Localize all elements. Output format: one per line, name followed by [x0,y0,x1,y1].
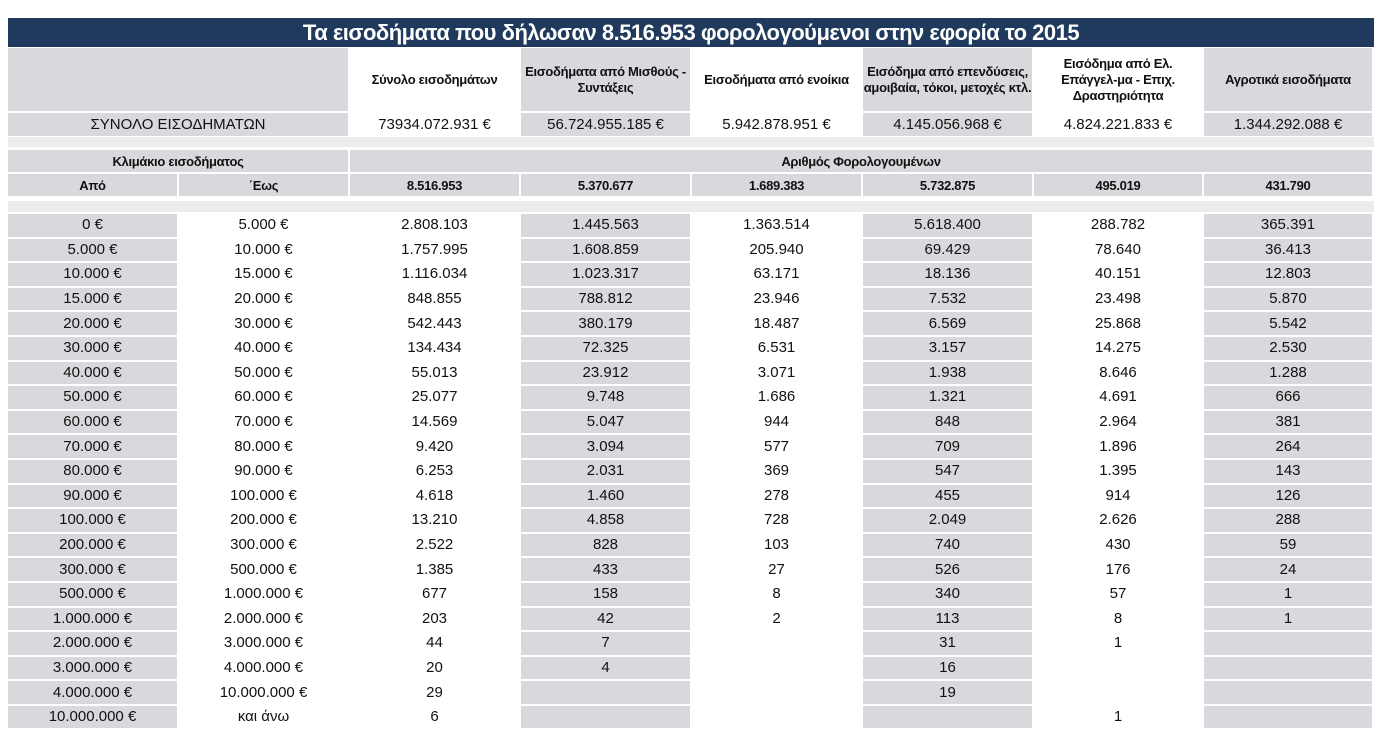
table-cell: 2.530 [1204,337,1374,362]
bracket-to: 20.000 € [179,288,350,313]
table-cell: 12.803 [1204,263,1374,288]
table-cell: 369 [692,460,863,485]
scale-header-table [8,150,1374,198]
separator-band [8,137,1374,147]
table-row [8,263,1374,288]
table-cell: 1.395 [1034,460,1204,485]
table-row [8,681,1374,706]
table-cell: 72.325 [521,337,692,362]
bracket-from: 200.000 € [8,534,179,559]
taxpayer-count: 5.732.875 [863,174,1034,198]
table-cell: 18.136 [863,263,1034,288]
table-cell: 69.429 [863,239,1034,264]
table-row [8,509,1374,534]
bracket-to: 70.000 € [179,411,350,436]
table-cell: 5.542 [1204,312,1374,337]
table-cell: 6.531 [692,337,863,362]
table-cell: 455 [863,485,1034,510]
bracket-to: 100.000 € [179,485,350,510]
total-row [8,113,1374,138]
bracket-from: 30.000 € [8,337,179,362]
table-cell: 2.522 [350,534,521,559]
bracket-to: 200.000 € [179,509,350,534]
bracket-from: 500.000 € [8,583,179,608]
column-header: Σύνολο εισοδημάτων [350,48,521,113]
table-row [8,386,1374,411]
bracket-from: 20.000 € [8,312,179,337]
income-scale-header: Κλιμάκιο εισοδήματος [8,150,350,174]
table-cell: 23.498 [1034,288,1204,313]
table-cell: 677 [350,583,521,608]
table-cell: 18.487 [692,312,863,337]
table-row [8,460,1374,485]
table-cell: 4.858 [521,509,692,534]
counts-row [8,174,1374,198]
table-row [8,608,1374,633]
total-value: 4.824.221.833 € [1034,113,1204,138]
table-cell [1204,632,1374,657]
table-cell: 25.077 [350,386,521,411]
bracket-from: 2.000.000 € [8,632,179,657]
table-cell: 526 [863,558,1034,583]
table-cell: 9.748 [521,386,692,411]
table-cell: 1.116.034 [350,263,521,288]
table-cell: 14.275 [1034,337,1204,362]
table-cell: 1 [1034,632,1204,657]
table-cell: 2.964 [1034,411,1204,436]
table-cell: 340 [863,583,1034,608]
table-cell [863,706,1034,731]
bracket-from: 60.000 € [8,411,179,436]
table-cell: 1.023.317 [521,263,692,288]
table-cell: 3.071 [692,362,863,387]
table-cell: 1.938 [863,362,1034,387]
table-cell: 542.443 [350,312,521,337]
table-cell: 19 [863,681,1034,706]
bracket-from: 50.000 € [8,386,179,411]
column-header-table [8,48,1374,138]
table-cell: 2.626 [1034,509,1204,534]
table-cell: 1 [1204,583,1374,608]
table-cell: 1.896 [1034,435,1204,460]
table-cell [521,681,692,706]
bracket-to: 15.000 € [179,263,350,288]
bracket-from: 3.000.000 € [8,657,179,682]
table-cell: 16 [863,657,1034,682]
table-cell: 2 [692,608,863,633]
table-row [8,583,1374,608]
table-row [8,632,1374,657]
table-cell: 13.210 [350,509,521,534]
bracket-from: 0 € [8,214,179,239]
table-cell: 278 [692,485,863,510]
table-cell: 203 [350,608,521,633]
table-cell: 113 [863,608,1034,633]
table-row [8,411,1374,436]
table-cell: 78.640 [1034,239,1204,264]
table-cell [692,706,863,731]
table-row [8,706,1374,731]
income-brackets-table [8,214,1374,730]
table-cell: 914 [1034,485,1204,510]
table-cell: 430 [1034,534,1204,559]
table-cell: 788.812 [521,288,692,313]
table-cell: 176 [1034,558,1204,583]
taxpayers-count-header: Αριθμός Φορολογουμένων [350,150,1374,174]
table-cell: 577 [692,435,863,460]
table-cell: 4.618 [350,485,521,510]
table-cell: 547 [863,460,1034,485]
table-row [8,435,1374,460]
table-cell: 31 [863,632,1034,657]
total-value: 5.942.878.951 € [692,113,863,138]
table-cell: 36.413 [1204,239,1374,264]
table-cell: 20 [350,657,521,682]
bracket-to: 300.000 € [179,534,350,559]
table-cell: 57 [1034,583,1204,608]
table-row [8,337,1374,362]
table-cell: 740 [863,534,1034,559]
bracket-from: 5.000 € [8,239,179,264]
bracket-to: 40.000 € [179,337,350,362]
bracket-to: 4.000.000 € [179,657,350,682]
table-cell: 1.288 [1204,362,1374,387]
table-cell: 1.608.859 [521,239,692,264]
table-row [8,485,1374,510]
bracket-to: 3.000.000 € [179,632,350,657]
from-header: Από [8,174,179,198]
table-cell: 158 [521,583,692,608]
to-header: ΄Εως [179,174,350,198]
table-cell [1204,706,1374,731]
table-cell [521,706,692,731]
table-cell: 1.321 [863,386,1034,411]
table-cell: 14.569 [350,411,521,436]
table-cell: 23.946 [692,288,863,313]
bracket-from: 10.000 € [8,263,179,288]
table-cell: 23.912 [521,362,692,387]
table-cell [1204,657,1374,682]
table-cell: 666 [1204,386,1374,411]
table-cell: 381 [1204,411,1374,436]
table-cell: 728 [692,509,863,534]
table-cell: 24 [1204,558,1374,583]
table-cell [1204,681,1374,706]
bracket-to: και άνω [179,706,350,731]
bracket-from: 80.000 € [8,460,179,485]
table-cell: 2.049 [863,509,1034,534]
table-cell: 5.618.400 [863,214,1034,239]
table-cell: 9.420 [350,435,521,460]
taxpayer-count: 431.790 [1204,174,1374,198]
separator-band [8,201,1374,212]
table-cell: 848 [863,411,1034,436]
table-cell: 6.253 [350,460,521,485]
bracket-to: 60.000 € [179,386,350,411]
bracket-to: 80.000 € [179,435,350,460]
bracket-from: 15.000 € [8,288,179,313]
table-cell: 40.151 [1034,263,1204,288]
table-cell: 264 [1204,435,1374,460]
table-row [8,657,1374,682]
table-cell: 29 [350,681,521,706]
table-cell: 1.460 [521,485,692,510]
total-label: ΣΥΝΟΛΟ ΕΙΣΟΔΗΜΑΤΩΝ [8,113,350,138]
bracket-from: 1.000.000 € [8,608,179,633]
taxpayer-count: 1.689.383 [692,174,863,198]
scale-header-row [8,150,1374,174]
table-cell: 7 [521,632,692,657]
table-row [8,558,1374,583]
table-cell: 1.385 [350,558,521,583]
table-row [8,312,1374,337]
bracket-to: 30.000 € [179,312,350,337]
table-cell: 205.940 [692,239,863,264]
bracket-from: 100.000 € [8,509,179,534]
table-cell: 126 [1204,485,1374,510]
bracket-to: 10.000 € [179,239,350,264]
table-cell: 2.031 [521,460,692,485]
table-cell: 6.569 [863,312,1034,337]
column-header: Εισοδήματα από ενοίκια [692,48,863,113]
total-value: 73934.072.931 € [350,113,521,138]
table-cell: 8 [692,583,863,608]
table-cell: 1 [1204,608,1374,633]
table-cell: 1.686 [692,386,863,411]
table-row [8,214,1374,239]
bracket-to: 2.000.000 € [179,608,350,633]
table-cell: 55.013 [350,362,521,387]
column-header: Αγροτικά εισοδήματα [1204,48,1374,113]
bracket-from: 300.000 € [8,558,179,583]
page-title: Τα εισοδήματα που δήλωσαν 8.516.953 φορολογούμενοι στην εφορία το 2015 [8,18,1374,47]
header-blank-cell [8,48,350,113]
table-cell: 134.434 [350,337,521,362]
column-header: Εισόδημα από επενδύσεις, αμοιβαία, τόκοι, μετοχές κτλ. [863,48,1034,113]
table-cell: 63.171 [692,263,863,288]
table-cell: 8.646 [1034,362,1204,387]
bracket-to: 50.000 € [179,362,350,387]
table-cell: 944 [692,411,863,436]
table-cell: 8 [1034,608,1204,633]
table-cell: 380.179 [521,312,692,337]
bracket-to: 90.000 € [179,460,350,485]
table-cell [692,681,863,706]
column-header: Εισοδήματα από Μισθούς - Συντάξεις [521,48,692,113]
taxpayer-count: 8.516.953 [350,174,521,198]
table-cell [692,632,863,657]
table-cell: 27 [692,558,863,583]
taxpayer-count: 495.019 [1034,174,1204,198]
table-cell: 4.691 [1034,386,1204,411]
table-cell: 288.782 [1034,214,1204,239]
column-header: Εισόδημα από Ελ. Επάγγελ-μα - Επιχ. Δραστηριότητα [1034,48,1204,113]
table-cell: 1.363.514 [692,214,863,239]
table-cell [1034,657,1204,682]
bracket-from: 10.000.000 € [8,706,179,731]
table-cell: 3.094 [521,435,692,460]
table-cell: 1.757.995 [350,239,521,264]
total-value: 1.344.292.088 € [1204,113,1374,138]
table-cell: 709 [863,435,1034,460]
table-cell: 3.157 [863,337,1034,362]
bracket-to: 1.000.000 € [179,583,350,608]
table-cell: 103 [692,534,863,559]
table-cell [1034,681,1204,706]
table-cell: 288 [1204,509,1374,534]
column-headers-row [8,48,1374,113]
table-cell [692,657,863,682]
total-value: 56.724.955.185 € [521,113,692,138]
table-cell: 828 [521,534,692,559]
bracket-from: 4.000.000 € [8,681,179,706]
table-cell: 25.868 [1034,312,1204,337]
taxpayer-count: 5.370.677 [521,174,692,198]
table-cell: 848.855 [350,288,521,313]
table-cell: 44 [350,632,521,657]
bracket-from: 40.000 € [8,362,179,387]
table-cell: 1 [1034,706,1204,731]
table-row [8,534,1374,559]
bracket-from: 90.000 € [8,485,179,510]
table-cell: 5.047 [521,411,692,436]
table-cell: 5.870 [1204,288,1374,313]
table-row [8,362,1374,387]
table-cell: 1.445.563 [521,214,692,239]
bracket-to: 10.000.000 € [179,681,350,706]
table-cell: 59 [1204,534,1374,559]
bracket-to: 500.000 € [179,558,350,583]
table-cell: 4 [521,657,692,682]
table-cell: 365.391 [1204,214,1374,239]
table-cell: 42 [521,608,692,633]
bracket-to: 5.000 € [179,214,350,239]
table-row [8,239,1374,264]
table-cell: 143 [1204,460,1374,485]
total-value: 4.145.056.968 € [863,113,1034,138]
table-cell: 7.532 [863,288,1034,313]
table-cell: 433 [521,558,692,583]
table-cell: 2.808.103 [350,214,521,239]
table-row [8,288,1374,313]
table-cell: 6 [350,706,521,731]
bracket-from: 70.000 € [8,435,179,460]
